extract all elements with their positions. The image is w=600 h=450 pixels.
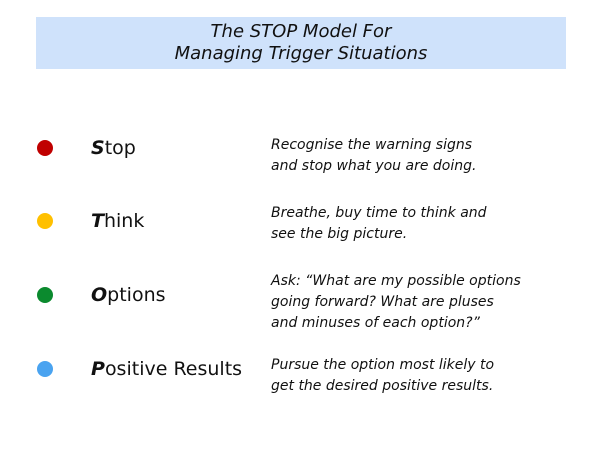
description-line: Recognise the warning signs [271, 137, 473, 153]
step-description-stop [271, 135, 476, 177]
step-description-options [271, 271, 521, 334]
step-description-positive-results [271, 355, 494, 397]
title-line-2: Managing Trigger Situations [174, 43, 428, 64]
step-initial: T [91, 210, 104, 232]
step-term-options [91, 284, 166, 306]
yellow-dot-icon [37, 213, 53, 229]
step-rest: ositive Results [104, 358, 243, 380]
step-rest: hink [103, 210, 145, 232]
step-term-think [91, 210, 144, 232]
step-rest: top [104, 137, 136, 159]
step-rest: ptions [107, 284, 166, 306]
title-line-1: The STOP Model For [210, 21, 392, 42]
step-term-stop [91, 137, 136, 159]
description-line: Ask: “What are my possible options [271, 273, 521, 289]
step-description-think [271, 203, 487, 245]
step-initial: P [91, 358, 105, 380]
description-line: going forward? What are pluses [271, 294, 494, 310]
title-banner [36, 17, 566, 69]
step-term-positive-results [91, 358, 242, 380]
step-initial: O [91, 284, 108, 306]
red-dot-icon [37, 140, 53, 156]
description-line: and stop what you are doing. [271, 158, 477, 174]
description-line: see the big picture. [271, 226, 408, 242]
description-line: Pursue the option most likely to [271, 357, 495, 373]
description-line: Breathe, buy time to think and [271, 205, 487, 221]
blue-dot-icon [37, 361, 53, 377]
description-line: get the desired positive results. [271, 378, 494, 394]
step-initial: S [91, 137, 105, 159]
description-line: and minuses of each option?” [271, 315, 480, 331]
green-dot-icon [37, 287, 53, 303]
